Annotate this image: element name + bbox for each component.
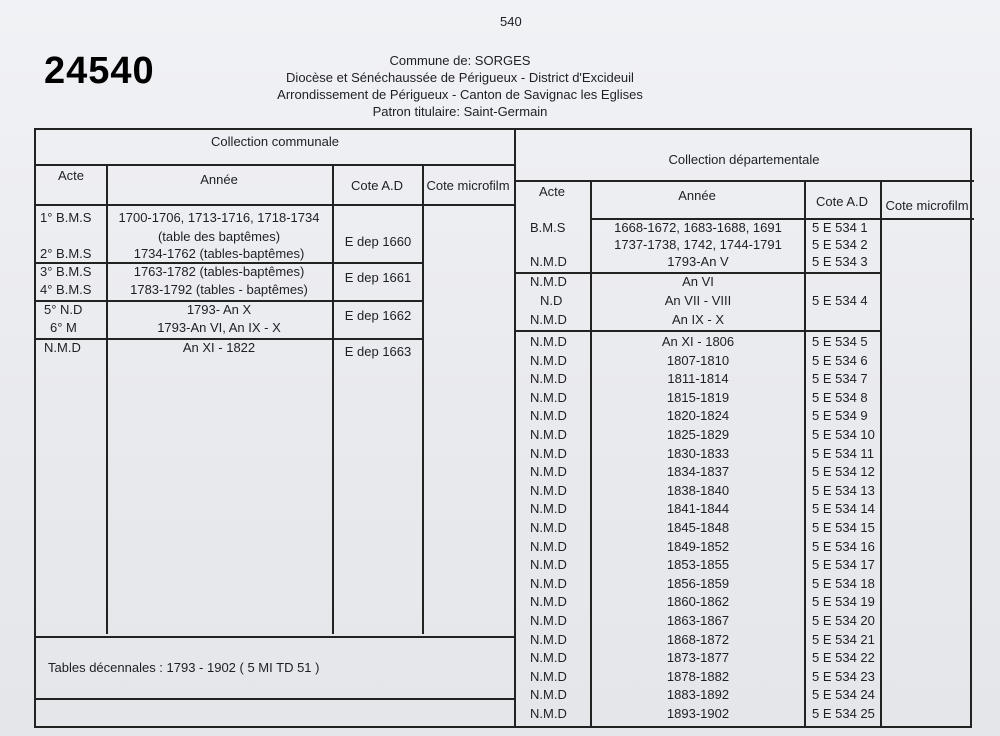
row-acte: N.M.D [530, 389, 567, 405]
row-cote: 5 E 534 18 [812, 575, 875, 591]
tables-decennales: Tables décennales : 1793 - 1902 ( 5 MI TD 51 ) [48, 660, 320, 675]
row-acte: N.M.D [530, 371, 567, 387]
right-header-acte: Acte [538, 184, 565, 199]
table-row [514, 501, 974, 520]
left-annee-4: 1783-1792 (tables - baptêmes) [130, 282, 308, 297]
table-row [514, 334, 974, 353]
row-annee: An IX - X [671, 312, 725, 327]
table-row [514, 446, 974, 465]
row-acte: N.M.D [530, 520, 567, 535]
row-cote: 5 E 534 6 [812, 352, 868, 368]
row-acte: N.M.D [530, 613, 567, 628]
row-cote: 5 E 534 5 [812, 334, 868, 349]
right-section-title: Collection départementale [668, 152, 820, 167]
left-annee-7: An XI - 1822 [182, 340, 256, 355]
row-cote: 5 E 534 1 [812, 220, 868, 235]
left-cote-3: E dep 1662 [344, 308, 412, 323]
row-cote: 5 E 534 25 [812, 706, 875, 721]
table-row [514, 274, 974, 293]
row-cote: 5 E 534 13 [812, 482, 875, 498]
left-cote-1: E dep 1660 [344, 234, 412, 249]
table-row [514, 483, 974, 502]
row-annee: 1820-1824 [666, 408, 730, 424]
table-row [514, 254, 974, 273]
row-annee: 1815-1819 [666, 389, 730, 405]
left-header-cote: Cote A.D [350, 178, 404, 193]
left-header-acte: Acte [57, 168, 84, 183]
row-annee: An XI - 1806 [661, 334, 735, 349]
left-acte-4: 4° B.M.S [40, 282, 92, 297]
row-cote: 5 E 534 2 [812, 237, 868, 252]
row-cote: 5 E 534 24 [812, 687, 875, 703]
left-annee-3: 1763-1782 (tables-baptêmes) [133, 264, 305, 279]
row-annee: An VII - VIII [664, 293, 732, 308]
row-annee: 1853-1855 [666, 557, 730, 573]
row-acte: N.M.D [530, 501, 567, 517]
row-acte: N.M.D [530, 254, 567, 269]
left-annee-5: 1793- An X [186, 302, 252, 317]
row-cote: 5 E 534 20 [812, 613, 875, 628]
right-title-rule [514, 180, 974, 182]
row-annee: An VI [682, 274, 714, 289]
row-cote: 5 E 534 17 [812, 557, 875, 573]
row-acte: N.D [540, 293, 563, 308]
row-acte: N.M.D [530, 312, 567, 327]
row-annee: 1668-1672, 1683-1688, 1691 [614, 220, 782, 235]
left-acte-3: 3° B.M.S [40, 264, 92, 279]
row-annee: 1807-1810 [666, 352, 730, 368]
row-annee: 1863-1867 [666, 613, 730, 628]
table-row [514, 539, 974, 558]
row-annee: 1893-1902 [666, 706, 730, 721]
table-row [514, 520, 974, 539]
table-row [514, 390, 974, 409]
row-annee: 1883-1892 [666, 687, 730, 703]
right-header-cote: Cote A.D [815, 194, 869, 209]
arrondissement-line: Arrondissement de Périgueux - Canton de Savignac les Eglises [277, 87, 643, 102]
row-annee: 1834-1837 [666, 464, 730, 480]
row-acte: N.M.D [530, 464, 567, 480]
table-row [514, 650, 974, 669]
tables-rule-bottom [36, 698, 514, 700]
row-acte: N.M.D [530, 408, 567, 424]
table-row [514, 687, 974, 706]
row-acte: N.M.D [530, 706, 567, 721]
table-row [514, 706, 974, 725]
row-acte: N.M.D [530, 352, 567, 368]
row-cote: 5 E 534 12 [812, 464, 875, 480]
table-row [514, 594, 974, 613]
patron-line: Patron titulaire: Saint-Germain [372, 104, 548, 119]
row-cote: 5 E 534 21 [812, 631, 875, 647]
table-row [514, 312, 974, 331]
row-cote: 5 E 534 3 [812, 254, 868, 269]
left-cote-4: E dep 1663 [344, 344, 412, 359]
commune-line: Commune de: SORGES [389, 53, 531, 68]
row-acte: N.M.D [530, 557, 567, 573]
row-cote: 5 E 534 16 [812, 538, 875, 554]
left-annee-6: 1793-An VI, An IX - X [157, 320, 281, 335]
table-row [514, 353, 974, 372]
row-acte: N.M.D [530, 274, 567, 289]
row-cote: 5 E 534 23 [812, 668, 875, 684]
table-row [514, 371, 974, 390]
table-row [514, 613, 974, 632]
table-row [514, 427, 974, 446]
row-acte: N.M.D [530, 482, 567, 498]
row-acte: N.M.D [530, 594, 567, 610]
diocese-line: Diocèse et Sénéchaussée de Périgueux - District d'Excideuil [286, 70, 634, 85]
row-acte: N.M.D [530, 575, 567, 591]
row-annee: 1825-1829 [666, 427, 730, 442]
left-header-annee: Année [200, 172, 238, 187]
table-row [514, 632, 974, 651]
row-cote: 5 E 534 22 [812, 650, 875, 666]
row-annee: 1838-1840 [666, 482, 730, 498]
left-acte-2: 2° B.M.S [40, 246, 92, 261]
row-acte: N.M.D [530, 538, 567, 554]
row-cote: 5 E 534 10 [812, 427, 875, 442]
table-row [514, 557, 974, 576]
table-row [514, 464, 974, 483]
row-acte: N.M.D [530, 687, 567, 703]
commune-code: 24540 [44, 50, 155, 92]
row-cote: 5 E 534 15 [812, 520, 875, 535]
row-acte: N.M.D [530, 650, 567, 666]
row-annee: 1811-1814 [667, 371, 729, 387]
page-number: 540 [500, 14, 522, 29]
right-header-microfilm: Cote microfilm [885, 198, 969, 213]
row-cote: 5 E 534 8 [812, 389, 868, 405]
archive-table [34, 128, 972, 728]
row-annee: 1845-1848 [666, 520, 730, 535]
row-cote: 5 E 534 7 [812, 371, 868, 387]
left-col-rule-3 [422, 164, 424, 634]
left-annee-1: 1700-1706, 1713-1716, 1718-1734 [118, 210, 320, 225]
row-annee: 1868-1872 [666, 631, 730, 647]
right-group-rule-2 [514, 330, 880, 332]
table-row [514, 408, 974, 427]
row-acte: B.M.S [530, 220, 566, 235]
row-annee: 1849-1852 [666, 538, 730, 554]
left-acte-6: 6° M [50, 320, 77, 335]
left-section-title: Collection communale [211, 134, 339, 149]
left-acte-5: 5° N.D [44, 302, 83, 317]
row-annee: 1878-1882 [666, 668, 730, 684]
row-cote: 5 E 534 11 [812, 445, 874, 461]
row-cote: 5 E 534 19 [812, 594, 875, 610]
row-acte: N.M.D [530, 668, 567, 684]
row-annee: 1737-1738, 1742, 1744-1791 [614, 237, 782, 252]
table-row [514, 576, 974, 595]
row-acte: N.M.D [530, 334, 567, 349]
left-annee-1b: (table des baptêmes) [157, 229, 281, 244]
left-header-microfilm: Cote microfilm [426, 178, 510, 193]
row-annee: 1860-1862 [666, 594, 730, 610]
document-header [240, 52, 680, 120]
table-row [514, 669, 974, 688]
row-cote: 5 E 534 14 [812, 501, 875, 517]
table-row [514, 293, 974, 312]
row-acte: N.M.D [530, 427, 567, 442]
tables-rule-top [36, 636, 514, 638]
left-cote-2: E dep 1661 [344, 270, 412, 285]
row-annee: 1856-1859 [666, 575, 730, 591]
row-acte: N.M.D [530, 631, 567, 647]
left-acte-7: N.M.D [44, 340, 81, 355]
row-acte: N.M.D [530, 445, 567, 461]
row-annee: 1793-An V [667, 254, 729, 269]
row-cote: 5 E 534 9 [812, 408, 868, 424]
row-annee: 1830-1833 [666, 445, 730, 461]
left-acte-1: 1° B.M.S [40, 210, 92, 225]
right-header-annee: Année [678, 188, 716, 203]
row-annee: 1873-1877 [666, 650, 730, 666]
row-annee: 1841-1844 [666, 501, 730, 517]
row-cote: 5 E 534 4 [812, 293, 868, 308]
left-annee-2: 1734-1762 (tables-baptêmes) [133, 246, 305, 261]
